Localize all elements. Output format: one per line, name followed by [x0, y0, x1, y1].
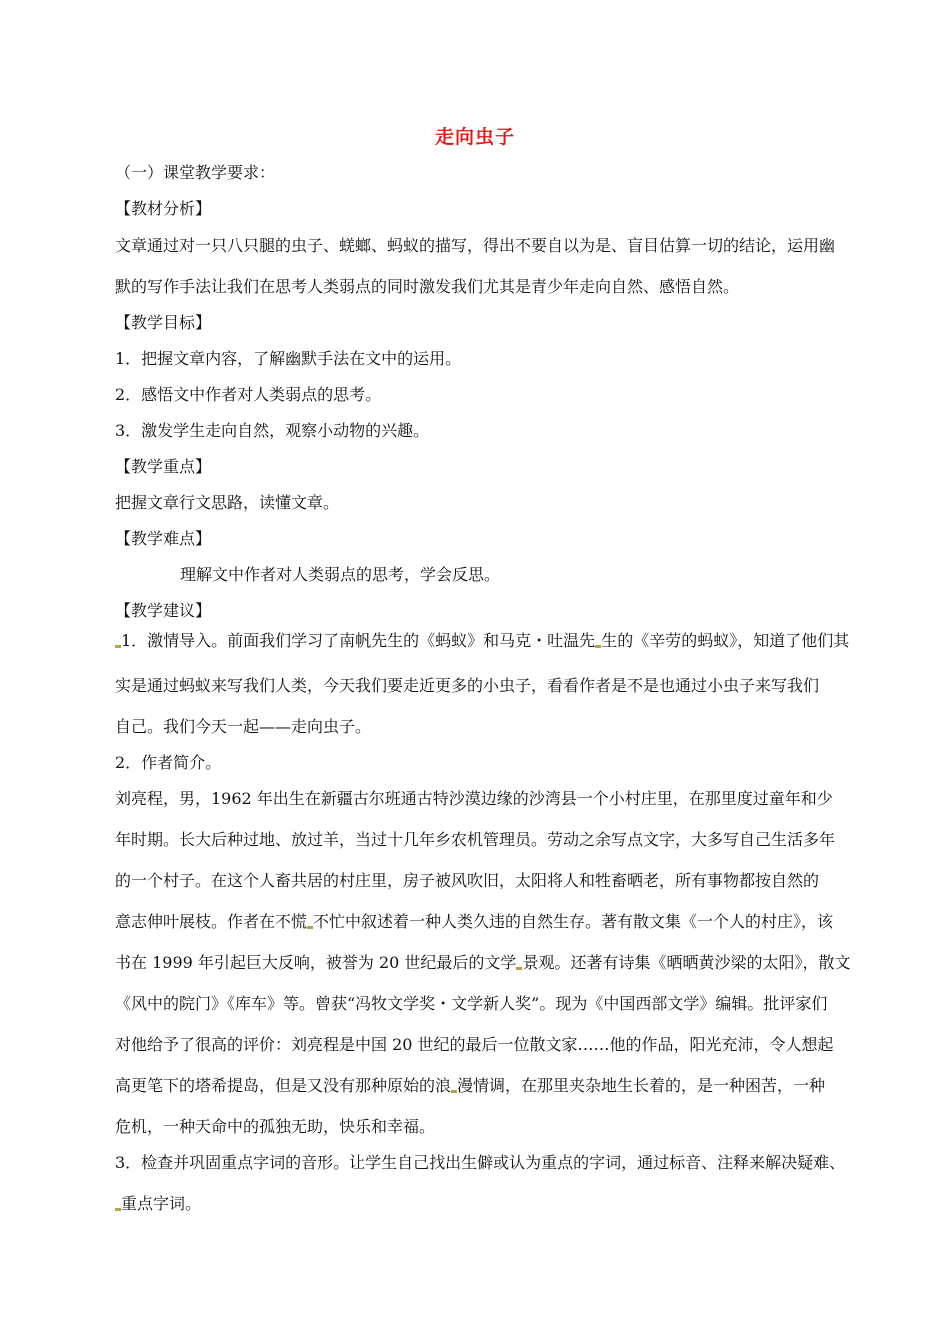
page-title: 走向虫子 — [434, 126, 515, 148]
bio-line-4: 意志伸叶展枝。作者在不慌 不忙中叙述着一种人类久违的自然生存。著有散文集《一个人的村庄》，该 — [115, 912, 834, 931]
bio-line-6: 《风中的院门》《库车》等。曾获“冯牧文学奖・文学新人奖”。现为《中国西部文学》编辑。批评家们 — [115, 994, 828, 1013]
heading-key-points: 【教学重点】 — [115, 457, 212, 476]
difficulty-text: 理解文中作者对人类弱点的思考，学会反思。 — [180, 565, 501, 584]
heading-difficulty: 【教学难点】 — [115, 529, 212, 548]
bio-line-9: 危机，一种天命中的孤独无助，快乐和幸福。 — [115, 1117, 436, 1136]
revision-mark — [595, 645, 601, 648]
bio-line-3: 的一个村子。在这个人畜共居的村庄里，房子被风吹旧，太阳将人和牲畜晒老，所有事物都按自然的 — [115, 871, 820, 890]
analysis-line-2: 默的写作手法让我们在思考人类弱点的同时激发我们尤其是青少年走向自然、感悟自然。 — [115, 277, 740, 296]
key-points-text: 把握文章行文思路，读懂文章。 — [115, 493, 340, 512]
bio-line-7: 对他给予了很高的评价：刘亮程是中国 20 世纪的最后一位散文家……他的作品，阳光充沛，令人想起 — [115, 1035, 834, 1054]
analysis-line-1: 文章通过对一只八只腿的虫子、蜣螂、蚂蚁的描写，得出不要自以为是、盲目估算一切的结论，运用幽 — [115, 236, 836, 255]
suggestion-2-heading: 2．作者简介。 — [115, 753, 222, 772]
revision-mark — [516, 967, 522, 970]
goal-item-2: 2．感悟文中作者对人类弱点的思考。 — [115, 385, 382, 404]
suggestion-1-line-2: 实是通过蚂蚁来写我们人类，今天我们要走近更多的小虫子，看看作者是不是也通过小虫子来写我们 — [115, 676, 820, 695]
revision-mark — [115, 1208, 121, 1211]
bio-line-8: 高更笔下的塔希提岛，但是又没有那种原始的浪 漫情调，在那里夹杂地生长着的，是一种困苦，一种 — [115, 1076, 826, 1095]
suggestion-3-line-2: 重点字词。 — [115, 1193, 201, 1215]
heading-goals: 【教学目标】 — [115, 313, 212, 332]
heading-analysis: 【教材分析】 — [115, 199, 212, 218]
goal-item-1: 1．把握文章内容，了解幽默手法在文中的运用。 — [115, 349, 462, 368]
suggestion-1-line-3: 自己。我们今天一起——走向虫子。 — [115, 717, 372, 736]
heading-suggestions: 【教学建议】 — [115, 601, 212, 620]
section-heading: （一）课堂教学要求： — [115, 163, 276, 182]
suggestion-1-line-1: 1．激情导入。前面我们学习了南帆先生的《蚂蚁》和马克・吐温先 生的《辛劳的蚂蚁》，知道了他们其 — [115, 630, 849, 652]
bio-line-1: 刘亮程，男，1962 年出生在新疆古尔班通古特沙漠边缘的沙湾县一个小村庄里，在那里度过童年和少 — [115, 789, 833, 808]
bio-line-5: 书在 1999 年引起巨大反响，被誉为 20 世纪最后的文学 景观。还著有诗集《晒晒黄沙梁的太阳》，散文 — [115, 953, 851, 972]
revision-mark — [307, 926, 313, 929]
revision-mark — [451, 1090, 457, 1093]
goal-item-3: 3．激发学生走向自然，观察小动物的兴趣。 — [115, 421, 430, 440]
revision-mark — [115, 645, 121, 648]
suggestion-3-line-1: 3．检查并巩固重点字词的音形。让学生自己找出生僻或认为重点的字词，通过标音、注释来解决疑难、 — [115, 1153, 846, 1172]
bio-line-2: 年时期。长大后种过地、放过羊，当过十几年乡农机管理员。劳动之余写点文字，大多写自己生活多年 — [115, 830, 836, 849]
